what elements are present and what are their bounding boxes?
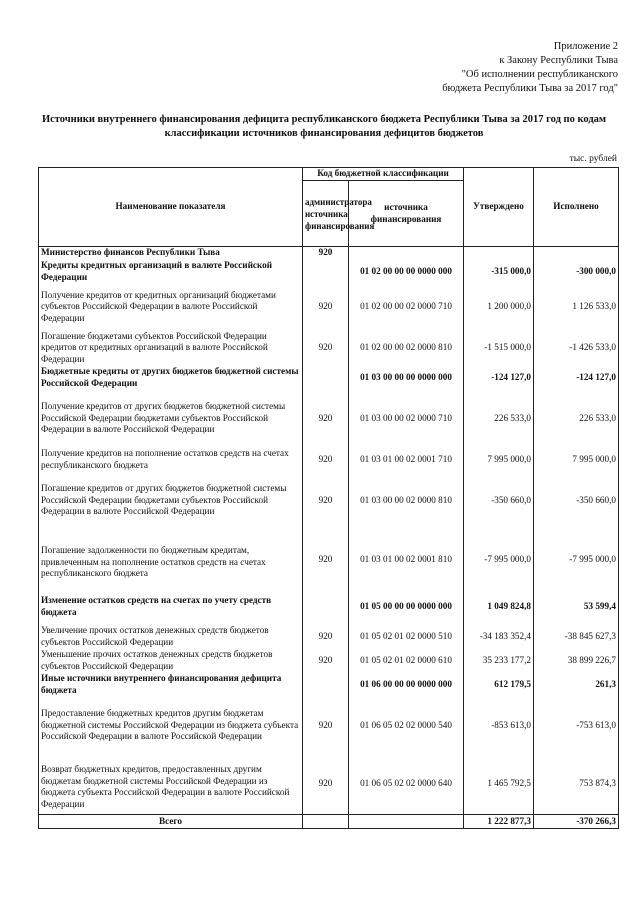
row-admin-code: 920 — [303, 448, 349, 472]
total-approved: 1 222 877,3 — [464, 815, 534, 829]
row-source-code: 01 05 02 01 02 0000 610 — [349, 649, 464, 673]
appendix-line: к Закону Республики Тыва — [499, 55, 618, 66]
table-body — [39, 247, 619, 829]
row-source-code — [349, 247, 464, 260]
row-name: Получение кредитов на пополнение остатков средств на счетах республиканского бюджета — [39, 448, 303, 472]
row-name: Уменьшение прочих остатков денежных средств бюджетов субъектов Российской Федерации — [39, 649, 303, 673]
header-approved: Утверждено — [464, 168, 534, 247]
row-source-code: 01 06 05 02 02 0000 640 — [349, 755, 464, 815]
row-name: Увеличение прочих остатков денежных средств бюджетов субъектов Российской Федерации — [39, 625, 303, 649]
document-title: Источники внутреннего финансирования дефицита республиканского бюджета Республики Тыва за 2017 год по кодам классификации источников финансирования дефицитов бюджетов — [41, 114, 607, 139]
appendix-line: Приложение 2 — [553, 41, 618, 52]
row-source-code: 01 03 01 00 02 0001 810 — [349, 530, 464, 590]
row-executed: -7 995 000,0 — [534, 530, 619, 590]
row-admin-code: 920 — [303, 697, 349, 755]
row-name: Предоставление бюджетных кредитов другим бюджетам бюджетной системы Российской Федерации из бюджета субъекта Российской Федерации в валюте Российской Федерации — [39, 697, 303, 755]
row-admin-code: 920 — [303, 247, 349, 260]
row-approved: 1 465 792,5 — [464, 755, 534, 815]
table-row — [39, 625, 619, 649]
table-row — [39, 331, 619, 366]
row-source-code: 01 06 00 00 00 0000 000 — [349, 673, 464, 697]
total-executed: -370 266,3 — [534, 815, 619, 829]
row-name: Погашение задолженности по бюджетным кредитам, привлеченным на пополнение остатков средств на счетах республиканского бюджета — [39, 530, 303, 590]
row-approved: -7 995 000,0 — [464, 530, 534, 590]
units-label: тыс. рублей — [569, 154, 617, 164]
row-approved: 1 049 824,8 — [464, 590, 534, 625]
row-name: Погашение бюджетами субъектов Российской Федерации кредитов от кредитных организаций в валюте Российской Федерации — [39, 331, 303, 366]
row-executed: -300 000,0 — [534, 260, 619, 284]
row-executed: 1 126 533,0 — [534, 284, 619, 331]
row-source-code: 01 02 00 00 00 0000 000 — [349, 260, 464, 284]
row-executed: -38 845 627,3 — [534, 625, 619, 649]
row-source-code: 01 03 00 00 02 0000 710 — [349, 390, 464, 448]
total-row — [39, 815, 619, 829]
row-approved: -853 613,0 — [464, 697, 534, 755]
row-name: Кредиты кредитных организаций в валюте Российской Федерации — [39, 260, 303, 284]
row-admin-code: 920 — [303, 331, 349, 366]
total-label: Всего — [39, 815, 303, 829]
table-row — [39, 755, 619, 815]
row-source-code: 01 02 00 00 02 0000 710 — [349, 284, 464, 331]
table-row — [39, 649, 619, 673]
header-name: Наименование показателя — [39, 168, 303, 247]
row-executed: 7 995 000,0 — [534, 448, 619, 472]
appendix-reference — [442, 40, 618, 96]
row-source-code: 01 06 05 02 02 0000 540 — [349, 697, 464, 755]
row-admin-code: 920 — [303, 649, 349, 673]
row-executed: 753 874,3 — [534, 755, 619, 815]
row-admin-code: 920 — [303, 530, 349, 590]
row-admin-code: 920 — [303, 755, 349, 815]
row-executed: 226 533,0 — [534, 390, 619, 448]
appendix-line: "Об исполнении республиканского — [461, 69, 618, 80]
row-executed: -753 613,0 — [534, 697, 619, 755]
row-executed — [534, 247, 619, 260]
financing-sources-table — [38, 167, 619, 829]
header-source: источника финансирования — [349, 181, 464, 247]
row-name: Министерство финансов Республики Тыва — [39, 247, 303, 260]
table-row — [39, 366, 619, 390]
table-row — [39, 247, 619, 260]
row-source-code: 01 03 00 00 02 0000 810 — [349, 472, 464, 530]
row-admin-code — [303, 673, 349, 697]
total-code-empty — [349, 815, 464, 829]
header-code-group: Код бюджетной классификации — [303, 168, 464, 181]
table-row — [39, 530, 619, 590]
row-admin-code — [303, 366, 349, 390]
row-admin-code: 920 — [303, 284, 349, 331]
table-row — [39, 448, 619, 472]
row-approved: 7 995 000,0 — [464, 448, 534, 472]
table-row — [39, 590, 619, 625]
row-source-code: 01 05 00 00 00 0000 000 — [349, 590, 464, 625]
row-source-code: 01 05 02 01 02 0000 510 — [349, 625, 464, 649]
row-approved: 1 200 000,0 — [464, 284, 534, 331]
row-approved: -1 515 000,0 — [464, 331, 534, 366]
row-name: Получение кредитов от других бюджетов бюджетной системы Российской Федерации бюджетами субъектов Российской Федерации в валюте Российской Федерации — [39, 390, 303, 448]
header-executed: Исполнено — [534, 168, 619, 247]
table-row — [39, 697, 619, 755]
row-admin-code — [303, 260, 349, 284]
row-executed: -124 127,0 — [534, 366, 619, 390]
row-executed: 38 899 226,7 — [534, 649, 619, 673]
row-approved: -350 660,0 — [464, 472, 534, 530]
row-executed: 261,3 — [534, 673, 619, 697]
row-executed: 53 599,4 — [534, 590, 619, 625]
row-admin-code: 920 — [303, 472, 349, 530]
row-approved: -34 183 352,4 — [464, 625, 534, 649]
row-admin-code: 920 — [303, 390, 349, 448]
row-name: Возврат бюджетных кредитов, предоставленных другим бюджетам бюджетной системы Российской Федерации из бюджета субъекта Российской Федерации в валюте Российской Федерации — [39, 755, 303, 815]
row-name: Получение кредитов от кредитных организаций бюджетами субъектов Российской Федерации в валюте Российской Федерации — [39, 284, 303, 331]
row-approved: 35 233 177,2 — [464, 649, 534, 673]
appendix-line: бюджета Республики Тыва за 2017 год" — [442, 83, 618, 94]
header-admin: администратора источника финансирования — [303, 181, 349, 247]
row-name: Погашение кредитов от других бюджетов бюджетной системы Российской Федерации бюджетами субъектов Российской Федерации в валюте Российской Федерации — [39, 472, 303, 530]
row-admin-code — [303, 590, 349, 625]
row-source-code: 01 02 00 00 02 0000 810 — [349, 331, 464, 366]
table-row — [39, 673, 619, 697]
row-approved: 226 533,0 — [464, 390, 534, 448]
row-approved: -315 000,0 — [464, 260, 534, 284]
row-approved: 612 179,5 — [464, 673, 534, 697]
row-executed: -1 426 533,0 — [534, 331, 619, 366]
row-admin-code: 920 — [303, 625, 349, 649]
table-row — [39, 284, 619, 331]
row-name: Бюджетные кредиты от других бюджетов бюджетной системы Российской Федерации — [39, 366, 303, 390]
table-row — [39, 390, 619, 448]
row-name: Иные источники внутреннего финансирования дефицита бюджета — [39, 673, 303, 697]
total-admin-empty — [303, 815, 349, 829]
row-source-code: 01 03 00 00 00 0000 000 — [349, 366, 464, 390]
table-row — [39, 260, 619, 284]
row-approved: -124 127,0 — [464, 366, 534, 390]
table-row — [39, 472, 619, 530]
row-source-code: 01 03 01 00 02 0001 710 — [349, 448, 464, 472]
row-executed: -350 660,0 — [534, 472, 619, 530]
row-name: Изменение остатков средств на счетах по учету средств бюджета — [39, 590, 303, 625]
row-approved — [464, 247, 534, 260]
